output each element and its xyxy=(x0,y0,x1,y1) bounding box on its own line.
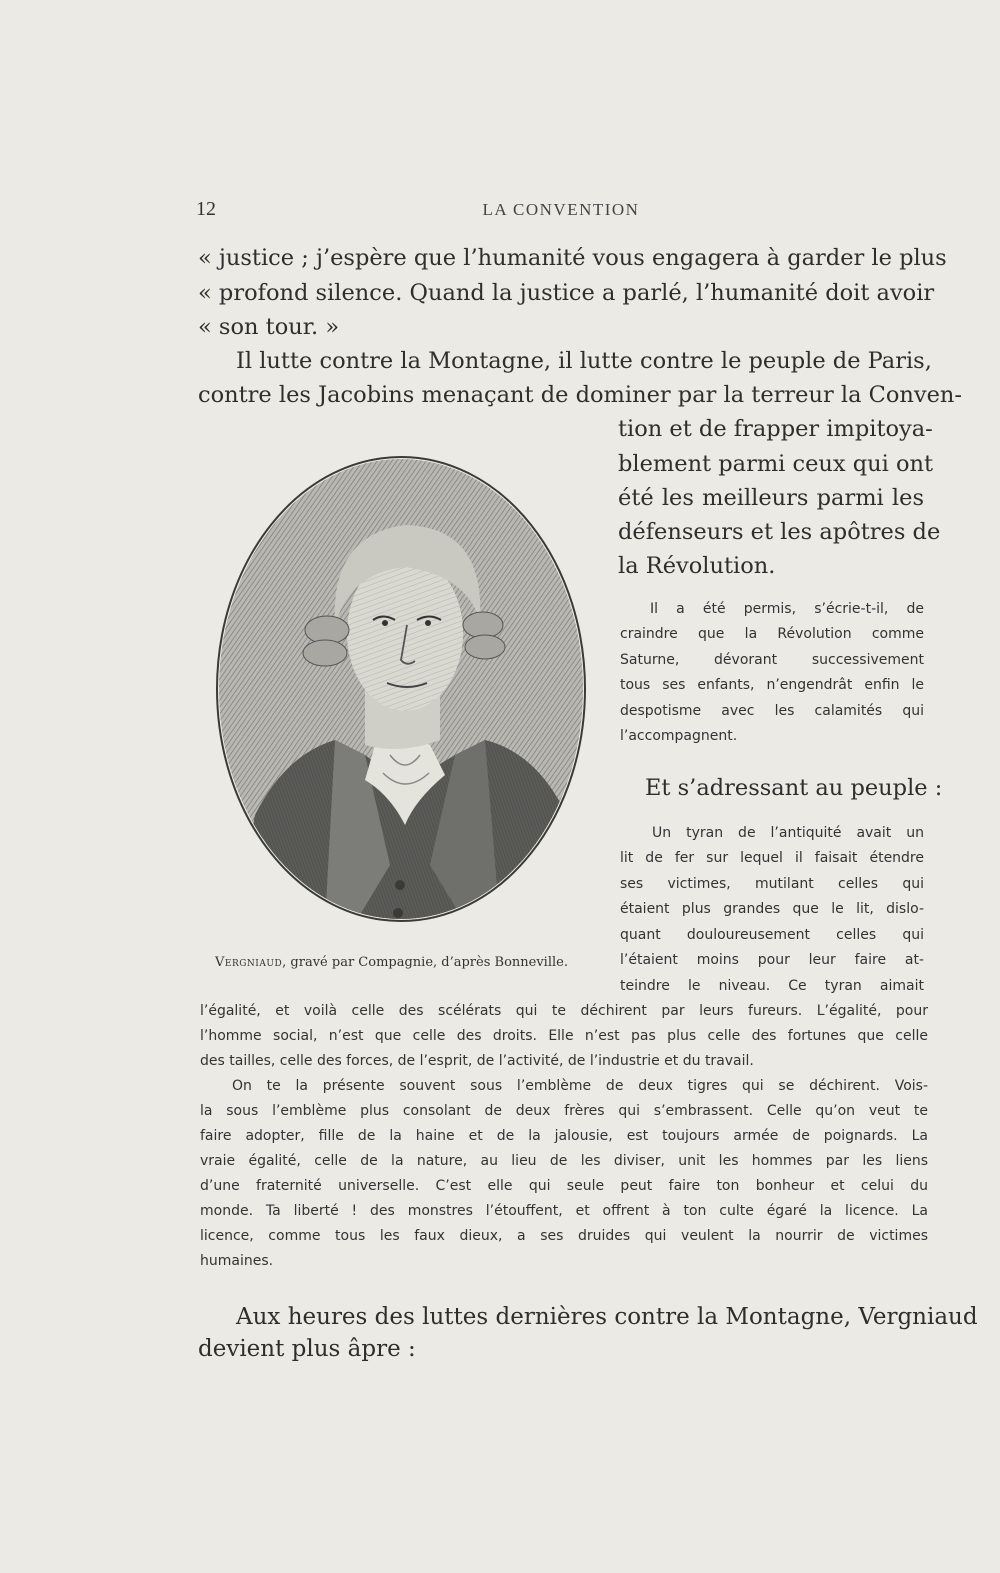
body-line: « son tour. » xyxy=(198,314,340,340)
body-line: été les meilleurs parmi les xyxy=(618,485,924,511)
body-line: « justice ; j’espère que l’humanité vous engagera à garder le plus xyxy=(198,245,947,271)
quote-line: Saturne, dévorant successivement xyxy=(620,652,924,668)
quote-line: d’une fraternité universelle. C’est elle qui seule peut faire ton bonheur et celui du xyxy=(200,1178,928,1194)
quote-line: despotisme avec les calamités qui xyxy=(620,703,924,719)
quote-line: tous ses enfants, n’engendrât enfin le xyxy=(620,677,924,693)
quote-line: Il a été permis, s’écrie-t-il, de xyxy=(650,601,924,617)
quote-line: teindre le niveau. Ce tyran aimait xyxy=(620,978,924,994)
quote-line: étaient plus grandes que le lit, dislo- xyxy=(620,901,924,917)
body-line: devient plus âpre : xyxy=(198,1336,416,1362)
quote-line: l’égalité, et voilà celle des scélérats qui te déchirent par leurs fureurs. L’égalité, pour xyxy=(200,1003,928,1019)
quote-line: ses victimes, mutilant celles qui xyxy=(620,876,924,892)
body-line: la Révolution. xyxy=(618,553,776,579)
body-line: « profond silence. Quand la justice a parlé, l’humanité doit avoir xyxy=(198,280,935,306)
quote-line: monde. Ta liberté ! des monstres l’étouffent, et offrent à ton culte égaré la licence. La xyxy=(200,1203,928,1219)
running-head xyxy=(196,198,926,224)
quote-line: vraie égalité, celle de la nature, au lieu de les diviser, unit les hommes par les liens xyxy=(200,1153,928,1169)
body-line: contre les Jacobins menaçant de dominer par la terreur la Conven- xyxy=(198,382,963,408)
quote-line: lit de fer sur lequel il faisait étendre xyxy=(620,850,924,866)
body-line: blement parmi ceux qui ont xyxy=(618,451,934,477)
body-line: tion et de frapper impitoya- xyxy=(618,416,933,442)
running-title: LA CONVENTION xyxy=(482,200,640,219)
body-line: Il lutte contre la Montagne, il lutte contre le peuple de Paris, xyxy=(236,348,932,374)
body-line: Et s’adressant au peuple : xyxy=(645,775,943,801)
quote-line: des tailles, celle des forces, de l’esprit, de l’activité, de l’industrie et du travail. xyxy=(200,1053,754,1069)
quote-line: la sous l’emblème plus consolant de deux frères qui s’embrassent. Celle qu’on veut te xyxy=(200,1103,928,1119)
page-number: 12 xyxy=(196,198,216,220)
portrait-caption xyxy=(215,955,595,970)
quote-line: l’étaient moins pour leur faire at- xyxy=(620,952,924,968)
caption-name: Vergniaud xyxy=(215,955,283,970)
quote-line: humaines. xyxy=(200,1253,274,1269)
caption-text: , gravé par Compagnie, d’après Bonneville. xyxy=(282,955,568,970)
quote-line: On te la présente souvent sous l’emblème de deux tigres qui se déchirent. Vois- xyxy=(232,1078,928,1094)
quote-line: quant douloureusement celles qui xyxy=(620,927,924,943)
body-line: défenseurs et les apôtres de xyxy=(618,519,941,545)
quote-line: faire adopter, fille de la haine et de la jalousie, est toujours armée de poignards. La xyxy=(200,1128,928,1144)
quote-line: Un tyran de l’antiquité avait un xyxy=(652,825,924,841)
quote-line: licence, comme tous les faux dieux, a ses druides qui veulent la nourrir de victimes xyxy=(200,1228,928,1244)
portrait-engraving xyxy=(215,455,587,923)
quote-line: l’homme social, n’est que celle des droits. Elle n’est pas plus celle des fortunes que celle xyxy=(200,1028,928,1044)
quote-line: l’accompagnent. xyxy=(620,728,738,744)
body-line: Aux heures des luttes dernières contre la Montagne, Vergniaud xyxy=(236,1304,978,1330)
quote-line: craindre que la Révolution comme xyxy=(620,626,924,642)
